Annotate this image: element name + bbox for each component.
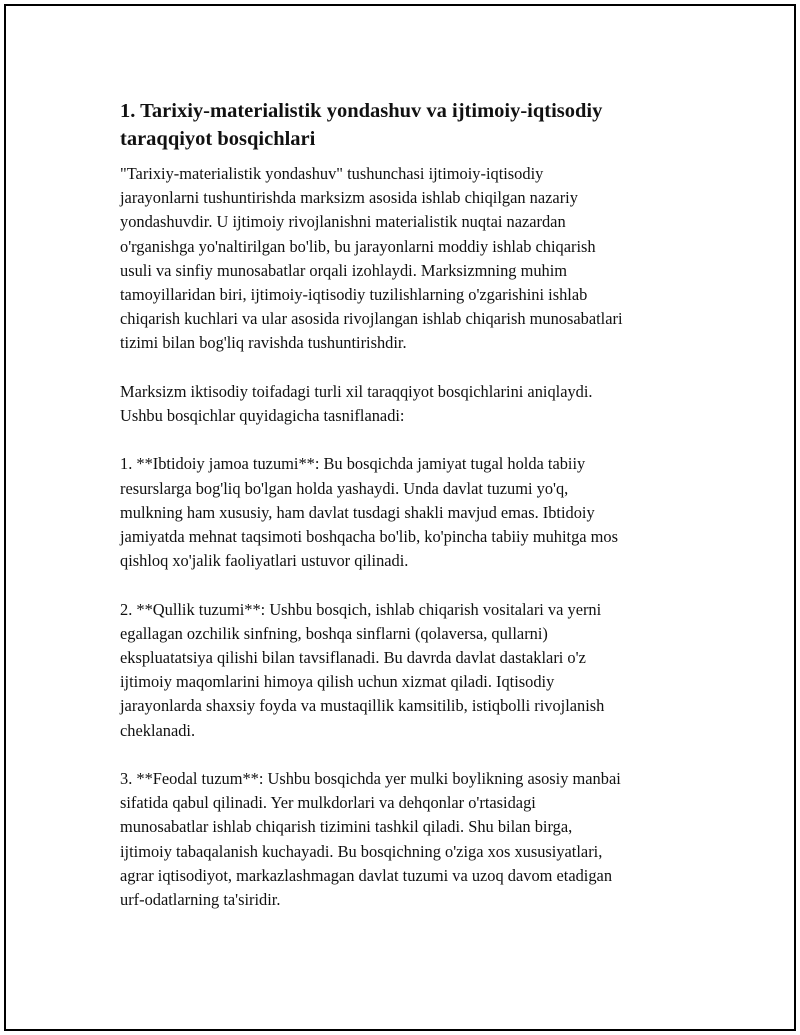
section-heading [120,97,720,153]
text-line: cheklanadi. [120,720,196,740]
text-line: ekspluatatsiya qilishi bilan tavsiflanadi. Bu davrda davlat dastaklari o'z [120,648,586,668]
document-body [120,97,720,936]
text-line: 1. **Ibtidoiy jamoa tuzumi**: Bu bosqichda jamiyat tugal holda tabiiy [120,454,586,474]
text-line: jamiyatda mehnat taqsimoti boshqacha bo'lib, ko'pincha tabiiy muhitga mos [120,527,618,547]
text-line: qishloq xo'jalik faoliyatlari ustuvor qilinadi. [120,551,409,571]
text-line: tizimi bilan bog'liq ravishda tushuntirishdir. [120,333,407,353]
text-line: sifatida qabul qilinadi. Yer mulkdorlari va dehqonlar o'rtasidagi [120,793,536,813]
text-line: "Tarixiy-materialistik yondashuv" tushunchasi ijtimoiy-iqtisodiy [120,164,544,183]
text-line: 3. **Feodal tuzum**: Ushbu bosqichda yer mulki boylikning asosiy manbai [120,769,621,789]
text-line: ijtimoiy maqomlarini himoya qilish uchun xizmat qiladi. Iqtisodiy [120,672,555,692]
heading-line: taraqqiyot bosqichlari [120,128,316,150]
paragraph-stages-intro [120,380,720,428]
text-line: munosabatlar ishlab chiqarish tizimini tashkil qiladi. Shu bilan birga, [120,817,573,837]
text-line: mulkning ham xususiy, ham davlat tusdagi shakli mavjud emas. Ibtidoiy [120,502,595,522]
text-line: chiqarish kuchlari va ular asosida rivojlangan ishlab chiqarish munosabatlari [120,309,623,329]
text-line: usuli va sinfiy munosabatlar orqali izohlaydi. Marksizmning muhim [120,260,568,280]
text-line: Marksizm iktisodiy toifadagi turli xil taraqqiyot bosqichlarini aniqlaydi. [120,381,593,401]
text-line: yondashuvdir. U ijtimoiy rivojlanishni materialistik nuqtai nazardan [120,212,566,232]
text-line: o'rganishga yo'naltirilgan bo'lib, bu jarayonlarni moddiy ishlab chiqarish [120,236,596,256]
paragraph-stage-2 [120,598,720,743]
text-line: jarayonlarni tushuntirishda marksizm asosida ishlab chiqilgan nazariy [120,188,578,208]
text-line: ijtimoiy tabaqalanish kuchayadi. Bu bosqichning o'ziga xos xususiyatlari, [120,841,603,861]
paragraph-stage-1 [120,452,720,573]
page-frame [4,4,796,1031]
paragraph-stage-3 [120,767,720,912]
paragraph-intro [120,162,720,356]
heading-line: 1. Tarixiy-materialistik yondashuv va ijtimoiy-iqtisodiy [120,100,603,122]
text-line: jarayonlarda shaxsiy foyda va mustaqillik kamsitilib, istiqbolli rivojlanish [120,696,605,716]
text-line: resurslarga bog'liq bo'lgan holda yashaydi. Unda davlat tuzumi yo'q, [120,478,569,498]
text-line: urf-odatlarning ta'siridir. [120,890,281,910]
text-line: 2. **Qullik tuzumi**: Ushbu bosqich, ishlab chiqarish vositalari va yerni [120,599,602,619]
text-line: Ushbu bosqichlar quyidagicha tasniflanadi: [120,406,405,426]
text-line: tamoyillaridan biri, ijtimoiy-iqtisodiy tuzilishlarning o'zgarishini ishlab [120,285,588,305]
text-line: egallagan ozchilik sinfning, boshqa sinflarni (qolaversa, qullarni) [120,623,548,643]
text-line: agrar iqtisodiyot, markazlashmagan davlat tuzumi va uzoq davom etadigan [120,865,613,885]
